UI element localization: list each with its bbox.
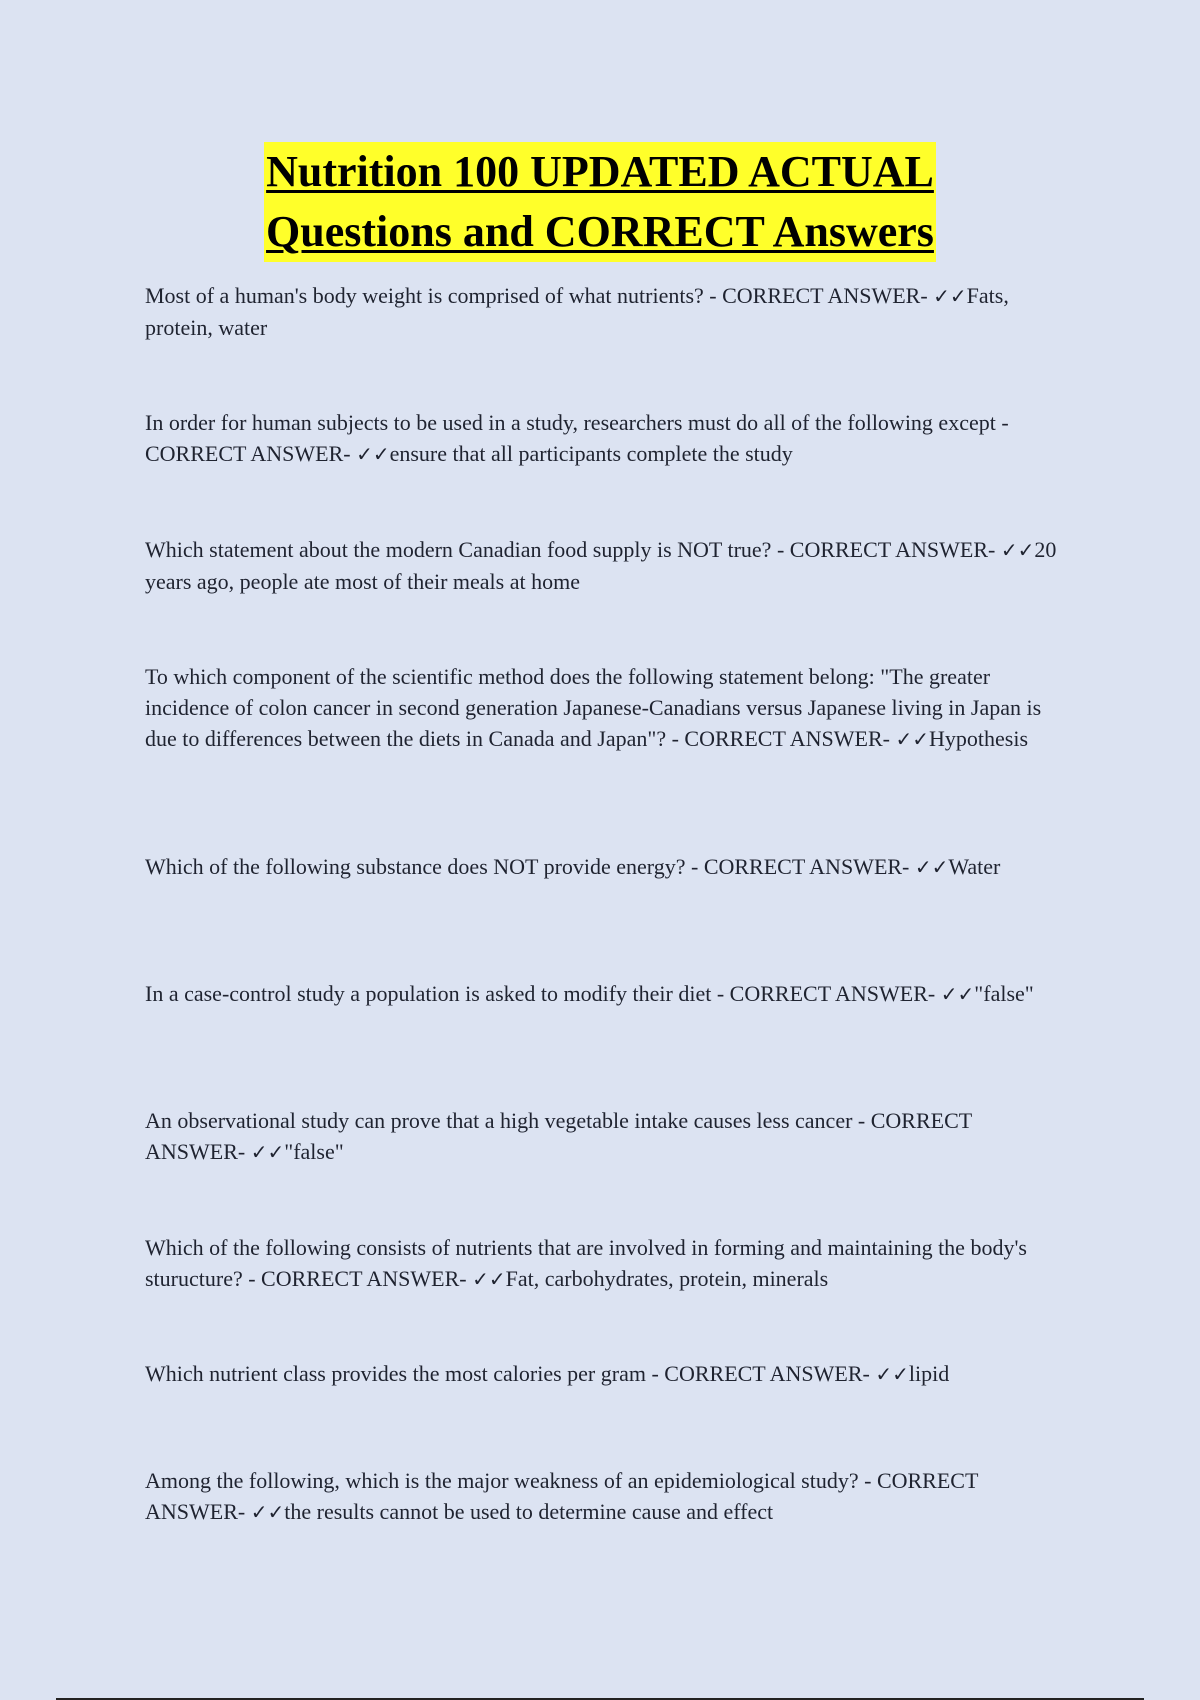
qa-question: Which of the following consists of nutrients that are involved in forming and maintaining the body's sturucture? - CORRECT ANSWER- [145,1235,1027,1291]
qa-answer: lipid [908,1361,950,1386]
qa-item [145,407,1065,470]
qa-answer: "false" [284,1139,344,1164]
double-check-icon: ✓✓ [875,1362,909,1386]
qa-answer: 20 years ago, people ate most of their meals at home [145,537,1057,594]
qa-item [145,978,1065,1010]
qa-item [145,534,1065,597]
qa-item [145,1232,1065,1295]
title-line-1: Nutrition 100 UPDATED ACTUAL [264,142,936,202]
qa-answer: the results cannot be used to determine cause and effect [284,1499,774,1524]
qa-question: Which statement about the modern Canadian food supply is NOT true? - CORRECT ANSWER- [145,537,996,562]
double-check-icon: ✓✓ [356,442,390,466]
qa-item [145,1358,1065,1390]
qa-question: An observational study can prove that a high vegetable intake causes less cancer - CORRECT ANSWER- [145,1108,972,1164]
qa-answer: Fats, protein, water [145,283,1009,340]
document-title [0,142,1200,262]
title-line-2: Questions and CORRECT Answers [264,202,936,262]
double-check-icon: ✓✓ [250,1140,285,1164]
qa-question: To which component of the scientific method does the following statement belong: "The greater incidence of colon cancer in second generation Japanese-Canadians versus Japanese living in Japan is due to differences between the diets in Canada and Japan"? - CORRECT ANSWER- [145,664,1042,751]
qa-item [145,1465,1065,1528]
qa-answer: "false" [974,981,1034,1006]
double-check-icon: ✓✓ [940,982,975,1006]
qa-answer: Water [948,854,1001,879]
qa-answer: Hypothesis [929,726,1028,751]
qa-answer: Fat, carbohydrates, protein, minerals [505,1266,829,1291]
qa-item [145,851,1065,883]
qa-item [145,280,1065,343]
double-check-icon: ✓✓ [1000,538,1035,562]
double-check-icon: ✓✓ [895,727,929,751]
qa-question: In order for human subjects to be used in a study, researchers must do all of the following except - CORRECT ANSWER- [145,410,1009,466]
double-check-icon: ✓✓ [933,284,967,308]
qa-answer: ensure that all participants complete the study [389,441,793,466]
qa-question: Which nutrient class provides the most calories per gram - CORRECT ANSWER- [145,1361,870,1386]
qa-item [145,1105,1065,1168]
qa-question: Which of the following substance does NOT provide energy? - CORRECT ANSWER- [145,854,910,879]
qa-question: In a case-control study a population is asked to modify their diet - CORRECT ANSWER- [145,981,936,1006]
qa-question: Most of a human's body weight is comprised of what nutrients? - CORRECT ANSWER- [145,283,928,308]
double-check-icon: ✓✓ [472,1267,506,1291]
double-check-icon: ✓✓ [914,855,949,879]
qa-item [145,661,1065,755]
qa-question: Among the following, which is the major weakness of an epidemiological study? - CORRECT ANSWER- [145,1468,979,1524]
double-check-icon: ✓✓ [250,1500,285,1524]
